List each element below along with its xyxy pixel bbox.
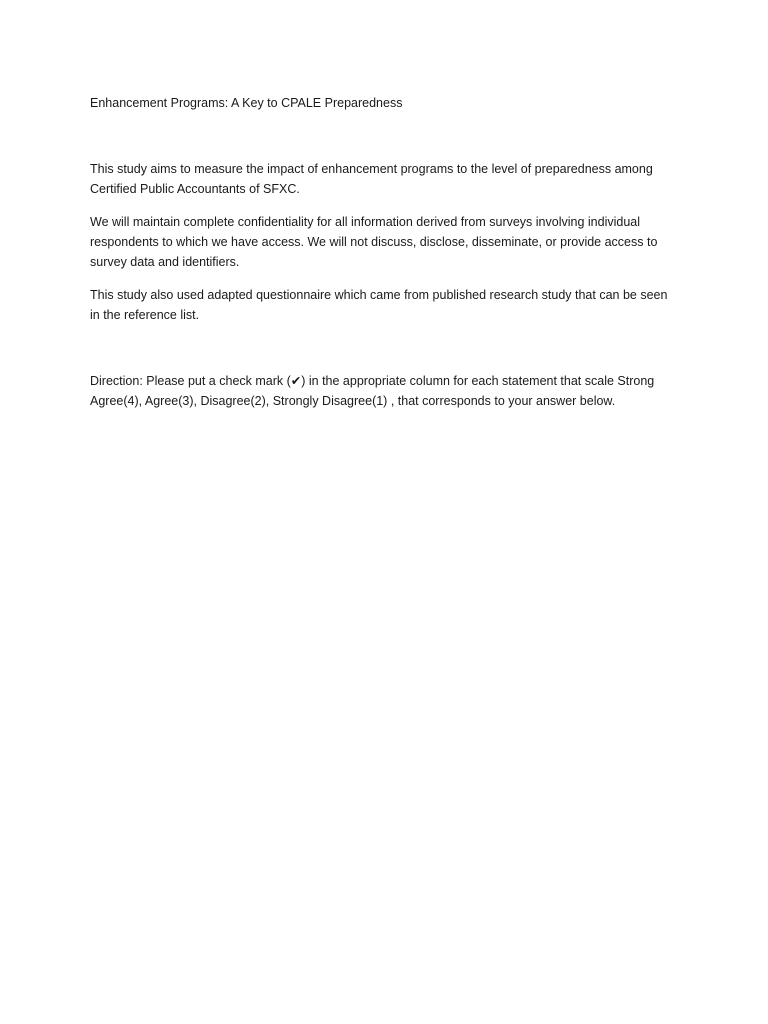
confidentiality-paragraph: We will maintain complete confidentiality for all information derived from surveys involving individual respondents to which we have access. We will not discuss, disclose, disseminate, or provide access to survey data and identifiers.: [90, 215, 658, 269]
questionnaire-source-paragraph: This study also used adapted questionnaire which came from published research study that can be seen in the reference list.: [90, 288, 668, 322]
document-body: [90, 93, 680, 424]
direction-paragraph: Direction: Please put a check mark (✔) in the appropriate column for each statement that scale Strong Agree(4), Agree(3), Disagree(2), Strongly Disagree(1) , that corresponds to your answer below.: [90, 374, 655, 408]
intro-paragraph: This study aims to measure the impact of enhancement programs to the level of preparedness among Certified Public Accountants of SFXC.: [90, 162, 653, 196]
document-title: Enhancement Programs: A Key to CPALE Preparedness: [90, 96, 403, 110]
